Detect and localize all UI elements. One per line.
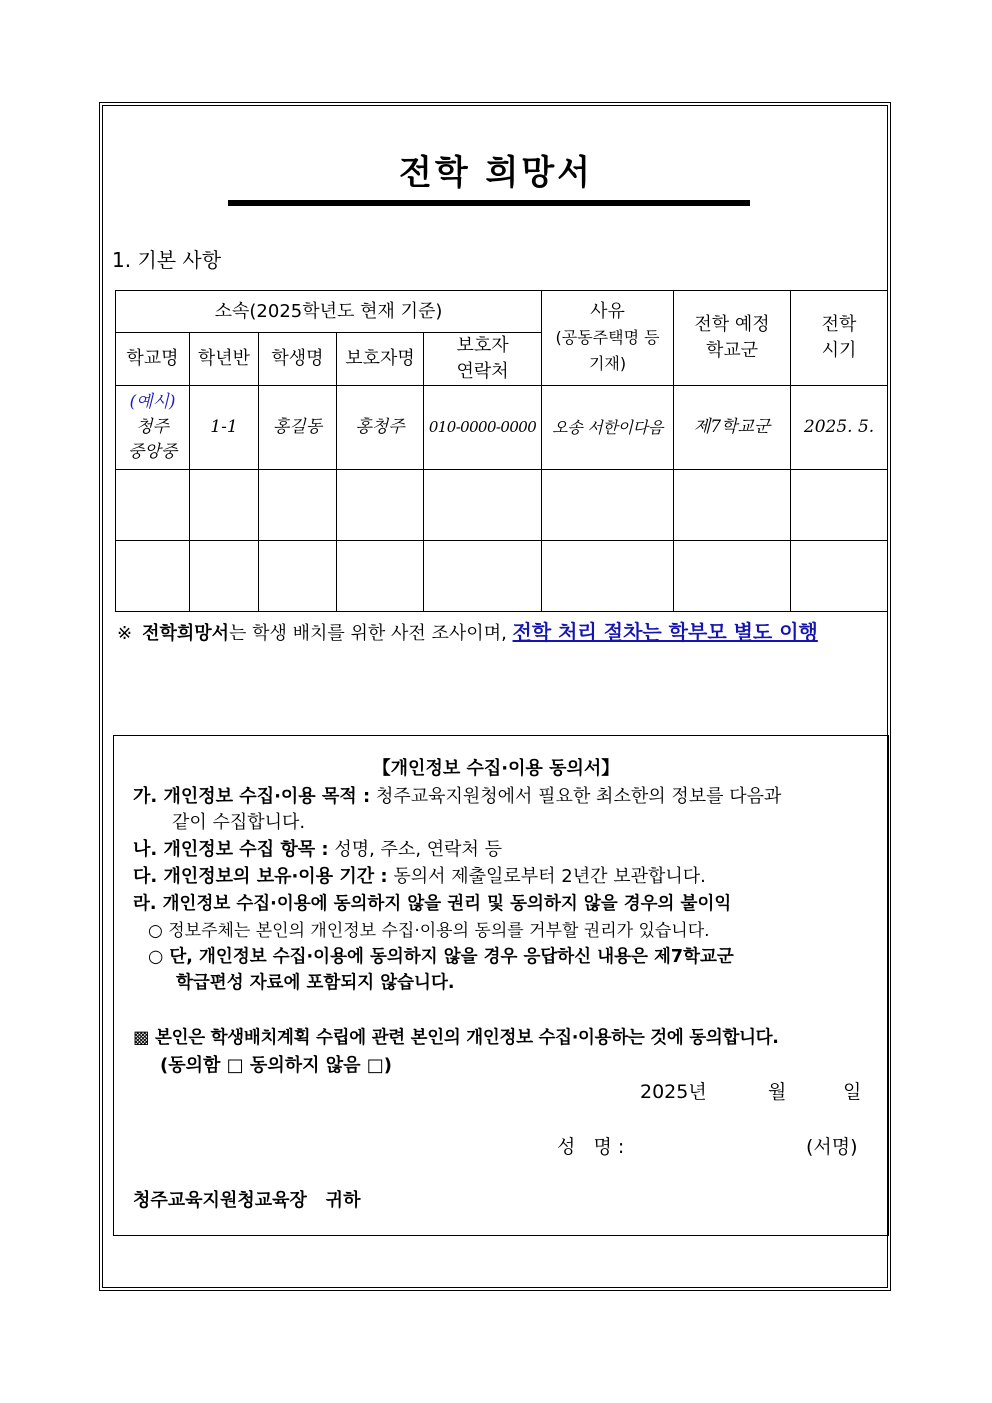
table-row <box>116 541 888 612</box>
notice-line <box>117 618 887 648</box>
example-reason: 오송 서한이다음 <box>542 386 674 470</box>
basic-info-table <box>115 290 888 612</box>
table-cell[interactable] <box>424 470 542 541</box>
agree-statement: ▩ 본인은 학생배치계획 수립에 관련 본인의 개인정보 수집·이용하는 것에 동의합니다. <box>133 1028 779 1048</box>
table-cell[interactable] <box>337 470 424 541</box>
col-school-group: 전학 예정 학교군 <box>674 291 791 386</box>
table-cell[interactable] <box>116 541 190 612</box>
example-school-cell: (예시) 청주 중앙중 <box>116 386 190 470</box>
table-cell[interactable] <box>674 541 791 612</box>
table-cell[interactable] <box>674 470 791 541</box>
consent-title: 【개인정보 수집·이용 동의서】 <box>372 758 620 779</box>
consent-bullet-2: ○ 단, 개인정보 수집·이용에 동의하지 않을 경우 응답하신 내용은 제7학교군 <box>148 947 734 967</box>
col-school: 학교명 <box>116 333 190 386</box>
table-cell[interactable] <box>190 541 259 612</box>
example-student: 홍길동 <box>259 386 337 470</box>
consent-item-da: 다. 개인정보의 보유·이용 기간 : 동의서 제출일로부터 2년간 보관합니다. <box>133 866 706 887</box>
date-month: 월 <box>768 1081 787 1103</box>
example-timing: 2025. 5. <box>791 386 888 470</box>
col-guardian: 보호자명 <box>337 333 424 386</box>
page-title: 전학 희망서 <box>398 153 594 193</box>
col-class: 학년반 <box>190 333 259 386</box>
example-guardian: 홍청주 <box>337 386 424 470</box>
table-cell[interactable] <box>116 470 190 541</box>
consent-item-ga: 가. 개인정보 수집·이용 목적 : 청주교육지원청에서 필요한 최소한의 정보를 다음과 <box>133 786 782 807</box>
addressee: 청주교육지원청교육장 귀하 <box>133 1190 361 1211</box>
notice-text: 는 학생 배치를 위한 사전 조사이며, <box>229 623 507 644</box>
section-heading: 1. 기본 사항 <box>112 248 222 272</box>
reference-mark: ※ <box>117 623 133 644</box>
table-cell[interactable] <box>542 470 674 541</box>
col-timing: 전학 시기 <box>791 291 888 386</box>
date-year: 2025년 <box>640 1081 707 1103</box>
example-school-group: 제7학교군 <box>674 386 791 470</box>
agree-options[interactable]: (동의함 □ 동의하지 않음 □) <box>160 1055 393 1076</box>
consent-item-ga-cont: 같이 수집합니다. <box>172 812 306 833</box>
col-reason: 사유 (공동주택명 등 기재) <box>542 291 674 386</box>
consent-bullet-1: ○ 정보주체는 본인의 개인정보 수집·이용의 동의를 거부할 권리가 있습니다. <box>148 921 710 941</box>
table-cell[interactable] <box>259 541 337 612</box>
table-cell[interactable] <box>190 470 259 541</box>
table-cell[interactable] <box>259 470 337 541</box>
example-class: 1-1 <box>190 386 259 470</box>
table-cell[interactable] <box>337 541 424 612</box>
table-cell[interactable] <box>791 470 888 541</box>
group-header: 소속(2025학년도 현재 기준) <box>116 291 542 333</box>
col-contact: 보호자 연락처 <box>424 333 542 386</box>
notice-bold: 전학희망서 <box>142 623 230 644</box>
header-row-1 <box>116 291 888 333</box>
col-student: 학생명 <box>259 333 337 386</box>
consent-item-na: 나. 개인정보 수집 항목 : 성명, 주소, 연락처 등 <box>133 839 503 860</box>
example-row <box>116 386 888 470</box>
table-cell[interactable] <box>791 541 888 612</box>
table-cell[interactable] <box>542 541 674 612</box>
consent-item-ra: 라. 개인정보 수집·이용에 동의하지 않을 권리 및 동의하지 않을 경우의 불이익 <box>133 894 732 914</box>
consent-bullet-2-cont: 학급편성 자료에 포함되지 않습니다. <box>176 973 455 993</box>
notice-emphasis: 전학 처리 절차는 학부모 별도 이행 <box>512 620 818 644</box>
title-underline <box>228 200 750 206</box>
name-label: 성 명 : <box>557 1136 625 1158</box>
example-contact: 010-0000-0000 <box>424 386 542 470</box>
signature-label[interactable]: (서명) <box>806 1136 858 1158</box>
table-cell[interactable] <box>424 541 542 612</box>
date-day: 일 <box>843 1081 862 1103</box>
example-tag: (예시) <box>129 392 176 412</box>
table-row <box>116 470 888 541</box>
